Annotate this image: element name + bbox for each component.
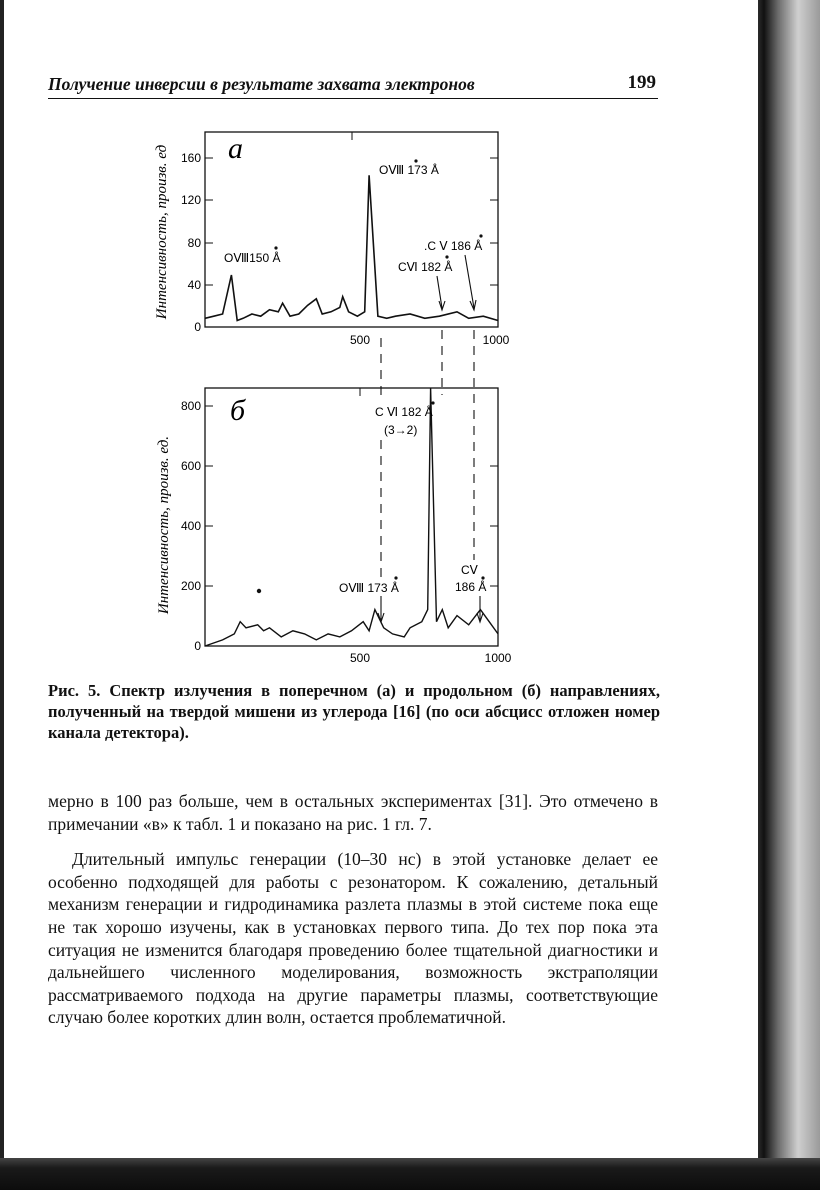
panel-a-ylabel: Интенсивность, произв. ед: [154, 144, 170, 320]
page-number: 199: [627, 72, 656, 93]
caption-label: Рис. 5.: [48, 681, 101, 700]
panel-a-xtick-500: 500: [349, 333, 371, 347]
panel-b-ytick-400: 400: [180, 519, 201, 533]
panel-a-ytick-160: 160: [180, 151, 201, 165]
panel-b-spectrum-line: [205, 388, 498, 646]
panel-a-annot-cv-186: .C Ⅴ 186 Å: [424, 239, 483, 253]
panel-b-annot-oviii-173: OⅧ 173 Å: [339, 581, 399, 595]
panel-b-star-mark: [257, 589, 261, 593]
body-text: [48, 790, 658, 1029]
panel-b-dot-186: [481, 576, 484, 579]
caption-text: Спектр излучения в поперечном (а) и продольном (б) направлениях, полученный на твердой мишени из углерода [16] (по оси абсцисс отложен номер канала детектора).: [48, 681, 660, 742]
panel-b-y-ticks: [205, 388, 498, 646]
panel-b-ytick-0: 0: [194, 639, 201, 653]
panel-b-annot-cvi-182: C Ⅵ 182 Å: [375, 405, 433, 419]
running-title: Получение инверсии в результате захвата электронов: [48, 74, 475, 94]
panel-b-xtick-500: 500: [349, 651, 371, 665]
panel-a-dot-150: [274, 246, 277, 249]
panel-b-frame: [205, 388, 498, 646]
panel-b-ytick-600: 600: [180, 459, 201, 473]
panel-a-arrow-186: [465, 255, 476, 310]
panel-b-dot-173: [394, 576, 397, 579]
panel-b-letter: б: [230, 394, 246, 427]
panel-a-dot-186: [479, 234, 482, 237]
scan-edge-bottom: [0, 1158, 820, 1190]
panel-b-ytick-800: 800: [180, 399, 201, 413]
panel-a-dot-173: [414, 159, 417, 162]
panel-a-annot-cvi-182: CⅥ 182 Å: [398, 260, 453, 274]
panel-b-xtick-1000: 1000: [484, 651, 512, 665]
panel-a-annot-oviii-173: OⅧ 173 Å: [379, 163, 439, 177]
panel-b-arrow-186: [477, 596, 483, 622]
panel-b-dot-182: [431, 401, 434, 404]
figure-caption: [48, 680, 660, 743]
panel-a-arrow-182: [437, 276, 445, 310]
panel-a-annot-oviii-150: OⅧ150 Å: [224, 251, 281, 265]
panel-a-ytick-120: 120: [180, 193, 201, 207]
panel-a-ytick-0: 0: [194, 320, 201, 334]
panel-a-frame: [205, 132, 498, 327]
panel-a-dot-182: [445, 255, 448, 258]
panel-a-xtick-1000: 1000: [482, 333, 510, 347]
panel-a-y-ticks: [205, 132, 498, 327]
panel-a-letter: а: [228, 132, 243, 165]
panel-b-ytick-200: 200: [180, 579, 201, 593]
panel-b-ylabel: Интенсивность, произв. ед.: [156, 435, 172, 615]
panel-a-ytick-40: 40: [187, 278, 201, 292]
paragraph-2: Длительный импульс генерации (10–30 нс) в этой установке делает ее особенно подходящей для работы с резонатором. К сожалению, детальный механизм генерации и гидродинамика разлета плазмы в этой системе пока еще не так хорошо изучены, как в установках первого типа. До тех пор пока эта ситуация не изменится благодаря проведению более тщательной диагностики и дальнейшего численного моделирования, возможность экстраполяции рассматриваемого подхода на другие параметры плазмы, соответствующие случаю более коротких длин волн, остается проблематичной.: [48, 849, 658, 1028]
panel-b-annot-186: 186 Å: [455, 580, 487, 594]
paragraph-1: мерно в 100 раз больше, чем в остальных экспериментах [31]. Это отмечено в примечании «в» к табл. 1 и показано на рис. 1 гл. 7.: [48, 791, 658, 834]
panel-a-ytick-80: 80: [187, 236, 201, 250]
dashed-connectors: [381, 330, 474, 580]
panel-b-annot-cv: CⅤ: [461, 563, 478, 577]
panel-b-annot-transition: (3→2): [384, 423, 418, 437]
